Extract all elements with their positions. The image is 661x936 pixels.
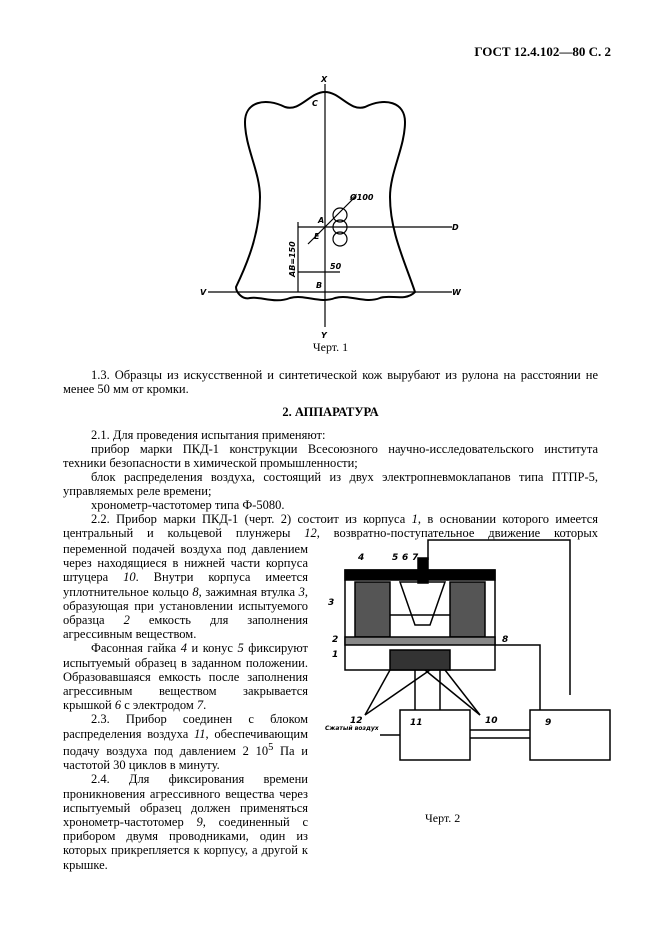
label-d: D	[452, 223, 459, 232]
label-v: V	[200, 288, 207, 297]
label-5: 5	[392, 553, 399, 563]
paragraph-2-2b: Фасонная гайка 4 и конус 5 фиксируют испытуемый образец в заданном положении. Образовавшаяся емкость после заполнения агрессивным веществом закрывается крышкой 6 с электродом 7.	[63, 641, 308, 713]
paragraph-2-1-item-2: блок распределения воздуха, состоящий из двух электропневмоклапанов типа ПТПР-5, управляемых реле времени;	[63, 470, 598, 499]
figure-2-caption: Черт. 2	[425, 811, 461, 825]
paragraph-2-4: 2.4. Для фиксирования времени проникновения агрессивного вещества через испытуемый образец должен применяться хронометр-частотомер 9, соединенный с прибором двумя проводниками, один из которых прикрепляется к корпусу, а другой к крышке.	[63, 772, 308, 872]
label-7: 7	[412, 553, 419, 563]
figure-1-caption: Черт. 1	[312, 340, 349, 354]
label-c: C	[312, 99, 318, 108]
paragraph-1-3: 1.3. Образцы из искусственной и синтетической кож вырубают из рулона на расстоянии не менее 50 мм от кромки.	[63, 368, 598, 397]
label-4: 4	[358, 553, 365, 563]
paragraph-2-2-body	[63, 528, 308, 872]
figure-1-diagram	[190, 72, 470, 342]
paragraph-2-3: 2.3. Прибор соединен с блоком распределения воздуха 11, обеспечивающим подачу воздуха под давлением 2 $10^5$ Па и частотой 30 циклов в минуту.	[63, 712, 308, 773]
block-9	[530, 710, 610, 760]
label-12: 12	[350, 716, 363, 726]
label-10: 10	[485, 716, 498, 726]
label-w: W	[452, 288, 461, 297]
label-air: Сжатый воздух	[325, 725, 379, 732]
paragraph-2-2-top: 2.2. Прибор марки ПКД-1 (черт. 2) состоит из корпуса 1, в основании которого имеется центральный и кольцевой плунжеры 12, возвратно-поступательное движение которых	[63, 512, 598, 541]
label-2: 2	[332, 635, 339, 645]
paragraph-2-1-item-1: прибор марки ПКД-1 конструкции Всесоюзного научно-исследовательского института техники безопасности в химической промышленности;	[63, 442, 598, 471]
label-3: 3	[328, 598, 335, 608]
label-e: E	[314, 232, 320, 241]
label-a: A	[318, 216, 325, 225]
electrode	[418, 558, 428, 583]
label-6: 6	[402, 553, 409, 563]
label-1: 1	[332, 650, 339, 660]
label-b: B	[316, 281, 323, 290]
label-x: X	[321, 75, 328, 84]
paragraph-2-2-cont: переменной подачей воздуха под давлением через находящиеся в нижней части корпуса штуцера 10. Внутри корпуса имеется уплотнительное кольцо 8, зажимная втулка 3, образующая при установлении испытуемого образца 2 емкость для заполнения агрессивным веществом.	[63, 542, 308, 642]
paragraph-2-1: 2.1. Для проведения испытания применяют:	[91, 428, 326, 442]
label-11: 11	[410, 718, 423, 728]
label-8: 8	[502, 635, 509, 645]
label-diameter: Ø100	[350, 193, 374, 202]
paragraph-2-1-item-3: хронометр-частотомер типа Ф-5080.	[91, 498, 285, 512]
label-ab: AB=150	[288, 241, 297, 277]
label-9: 9	[545, 718, 552, 728]
label-y: Y	[321, 331, 327, 340]
cone	[400, 582, 445, 625]
section-title: 2. АППАРАТУРА	[282, 405, 379, 419]
figure-2-diagram	[320, 530, 620, 820]
label-50: 50	[330, 262, 342, 271]
page-header: ГОСТ 12.4.102—80 С. 2	[474, 44, 611, 59]
